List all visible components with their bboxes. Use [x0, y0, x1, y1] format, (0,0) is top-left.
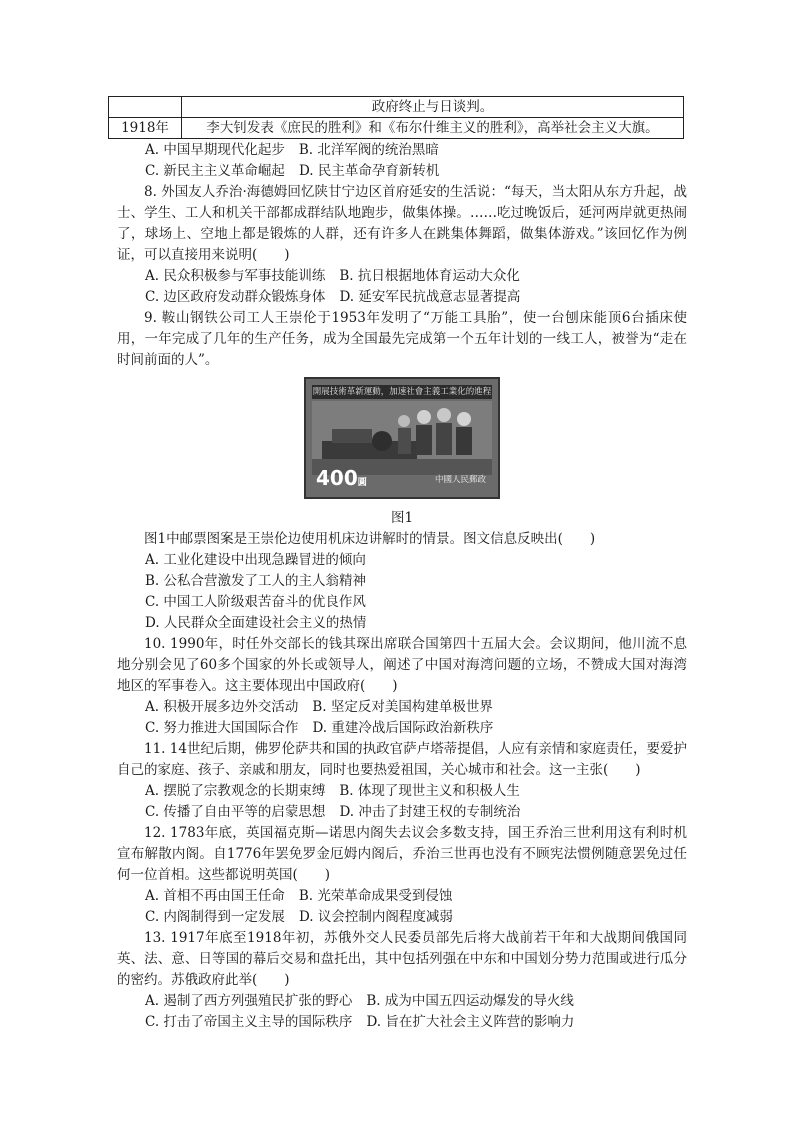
option-c: C. 新民主主义革命崛起 — [145, 163, 285, 179]
option-d: D. 旨在扩大社会主义阵营的影响力 — [366, 1014, 575, 1030]
option-c: C. 努力推进大国国际合作 — [145, 720, 299, 736]
stamp-issuer: 中國人民郵政 — [434, 475, 486, 485]
question-stem: 11. 14世纪后期，佛罗伦萨共和国的执政官萨卢塔蒂提倡，人应有亲情和家庭责任，要爱护自己的家庭、孩子、亲戚和朋友，同时也要热爱祖国，关心城市和社会。这一主张( ) — [117, 741, 687, 778]
option-a: A. 摆脱了宗教观念的长期束缚 — [145, 783, 326, 799]
option-c: C. 内阁制得到一定发展 — [145, 909, 285, 925]
question-stem: 9. 鞍山钢铁公司工人王崇伦于1953年发明了“万能工具胎”，使一台刨床能顶6台插床使用，一年完成了几年的生产任务，成为全国最先完成第一个五年计划的一线工人，被誉为“走在时间前面的人”。 — [117, 310, 687, 368]
option-a: A. 遏制了西方列强殖民扩张的野心 — [145, 993, 353, 1009]
options-row — [117, 140, 687, 161]
options-row — [117, 697, 687, 718]
option-b: B. 坚定反对美国构建单极世界 — [312, 699, 493, 715]
option-d: D. 民主革命孕育新转机 — [298, 163, 440, 179]
table-cell-year: 1918年 — [109, 118, 182, 139]
question-stem: 13. 1917年底至1918年初，苏俄外交人民委员部先后将大战前若干年和大战期间俄国同英、法、意、日等国的幕后交易和盘托出，其中包括列强在中东和中国划分势力范围或进行瓜分的密约。苏俄政府此举( ) — [117, 930, 687, 988]
question-stem: 8. 外国友人乔治·海德姆回忆陕甘宁边区首府延安的生活说：“每天，当太阳从东方升起，战士、学生、工人和机关干部都成群结队地跑步，做集体操。……吃过晚饭后，延河两岸就更热闹了，球场上、空地上都是锻炼的人群，还有许多人在跳集体舞蹈，做集体游戏。”该回忆作为例证，可以直接用来说明( ) — [117, 184, 687, 263]
options-row — [117, 802, 687, 823]
option-b: B. 体现了现世主义和积极人生 — [339, 783, 520, 799]
figure-caption: 图1 — [390, 510, 414, 526]
options-row — [117, 886, 687, 907]
question-prompt: 图1中邮票图案是王崇伦边使用机床边讲解时的情景。图文信息反映出( ) — [144, 531, 596, 547]
option-a: A. 首相不再由国王任命 — [145, 888, 285, 904]
option-b: B. 光荣革命成果受到侵蚀 — [298, 888, 453, 904]
option-d: D. 重建冷战后国际政治新秩序 — [312, 720, 494, 736]
option-b: B. 成为中国五四运动爆发的导火线 — [366, 993, 574, 1009]
option-b: B. 公私合营激发了工人的主人翁精神 — [145, 573, 367, 589]
options-row — [117, 991, 687, 1012]
option-a: A. 积极开展多边外交活动 — [145, 699, 299, 715]
postage-stamp-image — [304, 377, 500, 499]
stamp-banner: 開展技術革新運動，加速社會主義工業化的進程 — [312, 387, 492, 397]
workers-at-lathe-illustration — [312, 401, 492, 475]
option-c: C. 传播了自由平等的启蒙思想 — [145, 804, 326, 820]
question-13 — [117, 928, 687, 1033]
option-d: D. 人民群众全面建设社会主义的热情 — [145, 615, 367, 631]
question-10 — [117, 634, 687, 739]
table-cell-event: 政府终止与日谈判。 — [182, 97, 684, 118]
options-row — [117, 161, 687, 182]
question-stem: 10. 1990年，时任外交部长的钱其琛出席联合国第四十五届大会。会议期间，他川流不息地分别会见了60多个国家的外长或领导人，阐述了中国对海湾问题的立场，不赞成大国对海湾地区的军事卷入。这主要体现出中国政府( ) — [117, 636, 687, 694]
option-a: A. 工业化建设中出现急躁冒进的倾向 — [145, 552, 366, 568]
option-c: C. 中国工人阶级艰苦奋斗的优良作风 — [145, 594, 366, 610]
stamp-denomination: 400圓 — [316, 466, 367, 490]
option-a: A. 民众积极参与军事技能训练 — [145, 268, 326, 284]
options-row — [117, 287, 687, 308]
options-row — [117, 266, 687, 287]
option-a: A. 中国早期现代化起步 — [145, 142, 285, 158]
question-11 — [117, 739, 687, 823]
option-b: B. 抗日根据地体育运动大众化 — [339, 268, 520, 284]
question-stem: 12. 1783年底，英国福克斯—诺思内阁失去议会多数支持，国王乔治三世利用这有利时机宣布解散内阁。自1776年罢免罗金厄姆内阁后，乔治三世再也没有不顾宪法惯例随意罢免过任何一位首相。这些都说明英国( ) — [117, 825, 687, 883]
options-row — [117, 907, 687, 928]
table-cell-year — [109, 97, 182, 118]
table-cell-event: 李大钊发表《庶民的胜利》和《布尔什维主义的胜利》，高举社会主义大旗。 — [182, 118, 684, 139]
table-row — [109, 97, 684, 118]
question-8 — [117, 182, 687, 308]
question-7-options — [117, 140, 687, 182]
options-row — [117, 718, 687, 739]
table-row — [109, 118, 684, 139]
option-b: B. 北洋军阀的统治黑暗 — [298, 142, 439, 158]
options-row — [117, 781, 687, 802]
option-d: D. 议会控制内阁程度减弱 — [298, 909, 453, 925]
question-9 — [117, 308, 687, 634]
option-c: C. 边区政府发动群众锻炼身体 — [145, 289, 326, 305]
option-d: D. 延安军民抗战意志显著提高 — [339, 289, 521, 305]
option-d: D. 冲击了封建王权的专制统治 — [339, 804, 521, 820]
figure-1 — [117, 377, 687, 529]
options-row — [117, 1012, 687, 1033]
timeline-table — [108, 96, 684, 139]
option-c: C. 打击了帝国主义主导的国际秩序 — [145, 1014, 353, 1030]
question-content — [117, 140, 687, 1033]
question-12 — [117, 823, 687, 928]
